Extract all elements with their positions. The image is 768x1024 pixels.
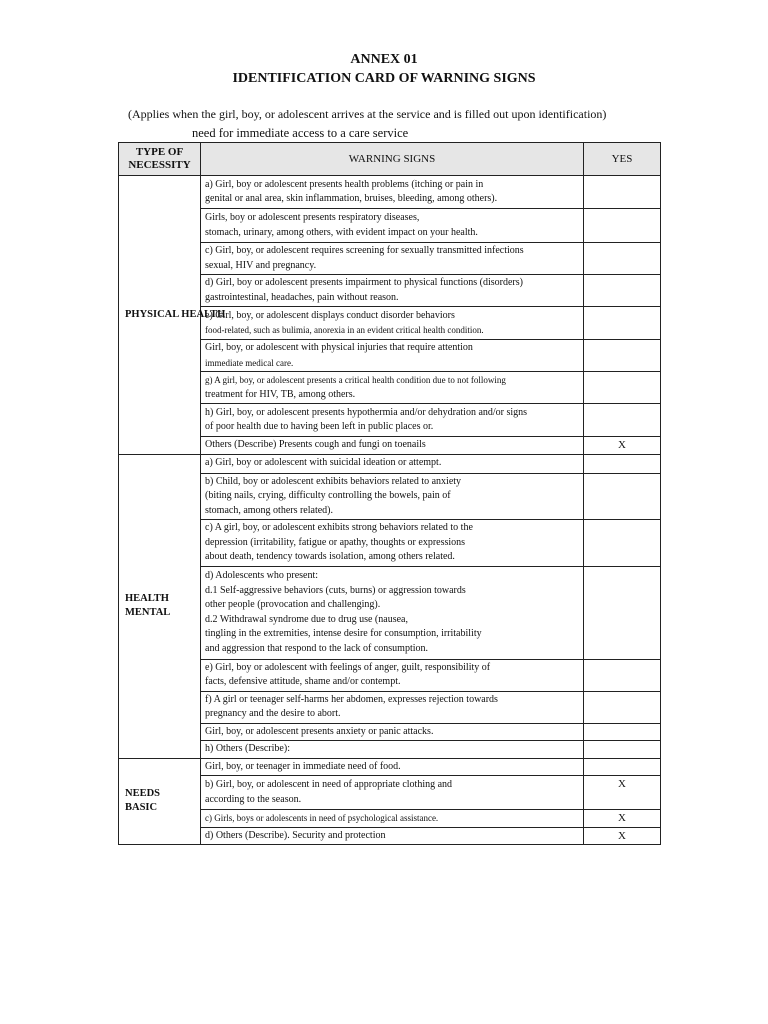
warning-sign-cell bbox=[201, 659, 584, 691]
warning-sign-text: d.1 Self-aggressive behaviors (cuts, burns) or aggression towards bbox=[205, 584, 466, 596]
warning-sign-cell bbox=[201, 741, 584, 759]
warning-sign-text: treatment for HIV, TB, among others. bbox=[205, 388, 356, 400]
table-row bbox=[119, 340, 661, 372]
column-header-yes: YES bbox=[584, 143, 661, 176]
warning-sign-text: c) Girls, boys or adolescents in need of psychological assistance. bbox=[205, 813, 439, 823]
warning-sign-text: stomach, urinary, among others, with evident impact on your health. bbox=[205, 226, 478, 238]
subtitle-line-2: need for immediate access to a care service bbox=[192, 126, 409, 140]
warning-sign-cell bbox=[201, 340, 584, 372]
warning-sign-text: and aggression that respond to the lack of consumption. bbox=[205, 642, 429, 654]
table-row bbox=[119, 243, 661, 275]
warning-sign-text: b) Girl, boy, or adolescent in need of appropriate clothing and bbox=[205, 779, 453, 790]
table-row bbox=[119, 209, 661, 243]
warning-sign-text: b) Child, boy or adolescent exhibits behaviors related to anxiety bbox=[205, 475, 462, 487]
table-row bbox=[119, 659, 661, 691]
warning-sign-text: d.2 Withdrawal syndrome due to drug use (nausea, bbox=[205, 613, 408, 625]
yes-checkbox-cell[interactable] bbox=[584, 176, 661, 209]
warning-sign-text: stomach, among others related). bbox=[205, 504, 334, 516]
warning-sign-cell bbox=[201, 473, 584, 520]
table-row bbox=[119, 691, 661, 723]
warning-sign-cell bbox=[201, 372, 584, 404]
warning-sign-text: other people (provocation and challenging). bbox=[205, 599, 381, 610]
table-row bbox=[119, 758, 661, 776]
subtitle-line-1: (Applies when the girl, boy, or adolescent arrives at the service and is filled out upon identification) bbox=[128, 107, 607, 121]
warning-sign-cell bbox=[201, 520, 584, 567]
warning-sign-text: e) Girl, boy or adolescent with feelings of anger, guilt, responsibility of bbox=[205, 661, 491, 673]
table-body bbox=[119, 176, 661, 845]
table-row bbox=[119, 473, 661, 520]
yes-checkbox-cell[interactable]: X bbox=[584, 810, 661, 828]
warning-sign-text: d) Girl, boy or adolescent presents impairment to physical functions (disorders) bbox=[205, 277, 523, 288]
yes-checkbox-cell[interactable] bbox=[584, 758, 661, 776]
warning-signs-table bbox=[118, 142, 661, 845]
warning-sign-text: tingling in the extremities, intense desire for consumption, irritability bbox=[205, 628, 482, 639]
yes-checkbox-cell[interactable]: X bbox=[584, 827, 661, 845]
yes-checkbox-cell[interactable] bbox=[584, 691, 661, 723]
warning-sign-cell bbox=[201, 810, 584, 828]
yes-checkbox-cell[interactable]: X bbox=[584, 776, 661, 810]
warning-sign-cell bbox=[201, 827, 584, 845]
category-cell bbox=[119, 454, 201, 758]
category-label: HEALTH bbox=[125, 593, 169, 604]
table-row bbox=[119, 827, 661, 845]
warning-sign-cell bbox=[201, 776, 584, 810]
category-label: PHYSICAL HEALTH bbox=[125, 308, 226, 320]
warning-sign-text: pregnancy and the desire to abort. bbox=[205, 708, 341, 719]
warning-sign-cell bbox=[201, 307, 584, 340]
warning-sign-cell bbox=[201, 243, 584, 275]
yes-checkbox-cell[interactable] bbox=[584, 520, 661, 567]
table-row bbox=[119, 810, 661, 828]
warning-sign-cell bbox=[201, 176, 584, 209]
warning-sign-text: Girls, boy or adolescent presents respiratory diseases, bbox=[205, 212, 420, 223]
warning-sign-text: c) Girl, boy, or adolescent requires screening for sexually transmitted infections bbox=[205, 245, 524, 256]
warning-sign-text: gastrointestinal, headaches, pain without reason. bbox=[205, 291, 399, 303]
warning-sign-text: (biting nails, crying, difficulty controlling the bowels, pain of bbox=[205, 490, 451, 501]
category-label: BASIC bbox=[125, 802, 158, 814]
yes-checkbox-cell[interactable] bbox=[584, 340, 661, 372]
table-row bbox=[119, 437, 661, 455]
warning-sign-text: Girl, boy, or teenager in immediate need of food. bbox=[205, 760, 401, 772]
warning-sign-text: h) Girl, boy, or adolescent presents hypothermia and/or dehydration and/or signs bbox=[205, 406, 528, 418]
warning-sign-text: food-related, such as bulimia, anorexia in an evident critical health condition. bbox=[205, 325, 484, 335]
yes-checkbox-cell[interactable] bbox=[584, 372, 661, 404]
warning-sign-text: Girl, boy, or adolescent with physical injuries that require attention bbox=[205, 342, 473, 353]
warning-sign-cell bbox=[201, 275, 584, 307]
yes-checkbox-cell[interactable] bbox=[584, 473, 661, 520]
warning-sign-text: Girl, boy, or adolescent presents anxiety or panic attacks. bbox=[205, 725, 434, 737]
table-row bbox=[119, 176, 661, 209]
warning-sign-text: a) Girl, boy or adolescent presents health problems (itching or pain in bbox=[205, 178, 484, 190]
table-row bbox=[119, 776, 661, 810]
yes-checkbox-cell[interactable] bbox=[584, 723, 661, 741]
yes-checkbox-cell[interactable] bbox=[584, 659, 661, 691]
warning-sign-cell bbox=[201, 723, 584, 741]
yes-checkbox-cell[interactable] bbox=[584, 404, 661, 437]
warning-sign-cell bbox=[201, 566, 584, 659]
warning-sign-text: facts, defensive attitude, shame and/or contempt. bbox=[205, 676, 401, 687]
table-header-row bbox=[119, 143, 661, 176]
warning-sign-text: e) Girl, boy, or adolescent displays conduct disorder behaviors bbox=[205, 309, 455, 321]
yes-checkbox-cell[interactable] bbox=[584, 307, 661, 340]
warning-sign-text: d) Adolescents who present: bbox=[205, 570, 319, 581]
warning-sign-text: f) A girl or teenager self-harms her abdomen, expresses rejection towards bbox=[205, 693, 498, 705]
category-cell bbox=[119, 176, 226, 455]
warning-sign-cell bbox=[201, 758, 584, 776]
warning-sign-cell bbox=[201, 209, 584, 243]
warning-sign-text: g) A girl, boy, or adolescent presents a critical health condition due to not following bbox=[205, 375, 506, 385]
table-row bbox=[119, 723, 661, 741]
warning-sign-text: according to the season. bbox=[205, 793, 302, 805]
table-row bbox=[119, 741, 661, 759]
table-row bbox=[119, 404, 661, 437]
warning-sign-text: c) A girl, boy, or adolescent exhibits strong behaviors related to the bbox=[205, 522, 473, 533]
yes-checkbox-cell[interactable] bbox=[584, 275, 661, 307]
yes-checkbox-cell[interactable] bbox=[584, 209, 661, 243]
yes-checkbox-cell[interactable] bbox=[584, 454, 661, 473]
document-title: IDENTIFICATION CARD OF WARNING SIGNS bbox=[232, 71, 536, 86]
category-cell bbox=[119, 758, 201, 845]
warning-sign-text: sexual, HIV and pregnancy. bbox=[205, 259, 317, 271]
table-row bbox=[119, 454, 661, 473]
yes-checkbox-cell[interactable] bbox=[584, 741, 661, 759]
column-header-warning-signs: WARNING SIGNS bbox=[201, 143, 584, 176]
warning-sign-text: of poor health due to having been left in public places or. bbox=[205, 421, 434, 432]
warning-sign-text: d) Others (Describe). Security and protection bbox=[205, 829, 386, 841]
yes-checkbox-cell[interactable] bbox=[584, 243, 661, 275]
warning-sign-cell bbox=[201, 404, 584, 437]
category-label: NEEDS bbox=[125, 788, 161, 800]
table-row bbox=[119, 275, 661, 307]
warning-sign-text: Others (Describe) Presents cough and fungi on toenails bbox=[205, 439, 426, 450]
warning-sign-text: genital or anal area, skin inflammation, bruises, bleeding, among others). bbox=[205, 193, 498, 204]
warning-sign-text: depression (irritability, fatigue or apathy, thoughts or expressions bbox=[205, 536, 466, 548]
table-row bbox=[119, 566, 661, 659]
warning-sign-cell bbox=[201, 437, 584, 455]
warning-sign-cell bbox=[201, 454, 584, 473]
annex-label: ANNEX 01 bbox=[350, 52, 418, 67]
warning-sign-text: h) Others (Describe): bbox=[205, 743, 290, 754]
table-row bbox=[119, 520, 661, 567]
yes-checkbox-cell[interactable]: X bbox=[584, 437, 661, 455]
category-label: MENTAL bbox=[125, 607, 171, 618]
column-header-type: TYPE OF NECESSITY bbox=[119, 143, 201, 176]
warning-sign-cell bbox=[201, 691, 584, 723]
warning-sign-text: a) Girl, boy or adolescent with suicidal ideation or attempt. bbox=[205, 457, 442, 469]
table-row bbox=[119, 372, 661, 404]
warning-sign-text: immediate medical care. bbox=[205, 357, 294, 368]
warning-sign-text: about death, tendency towards isolation, among others related. bbox=[205, 551, 455, 562]
yes-checkbox-cell[interactable] bbox=[584, 566, 661, 659]
